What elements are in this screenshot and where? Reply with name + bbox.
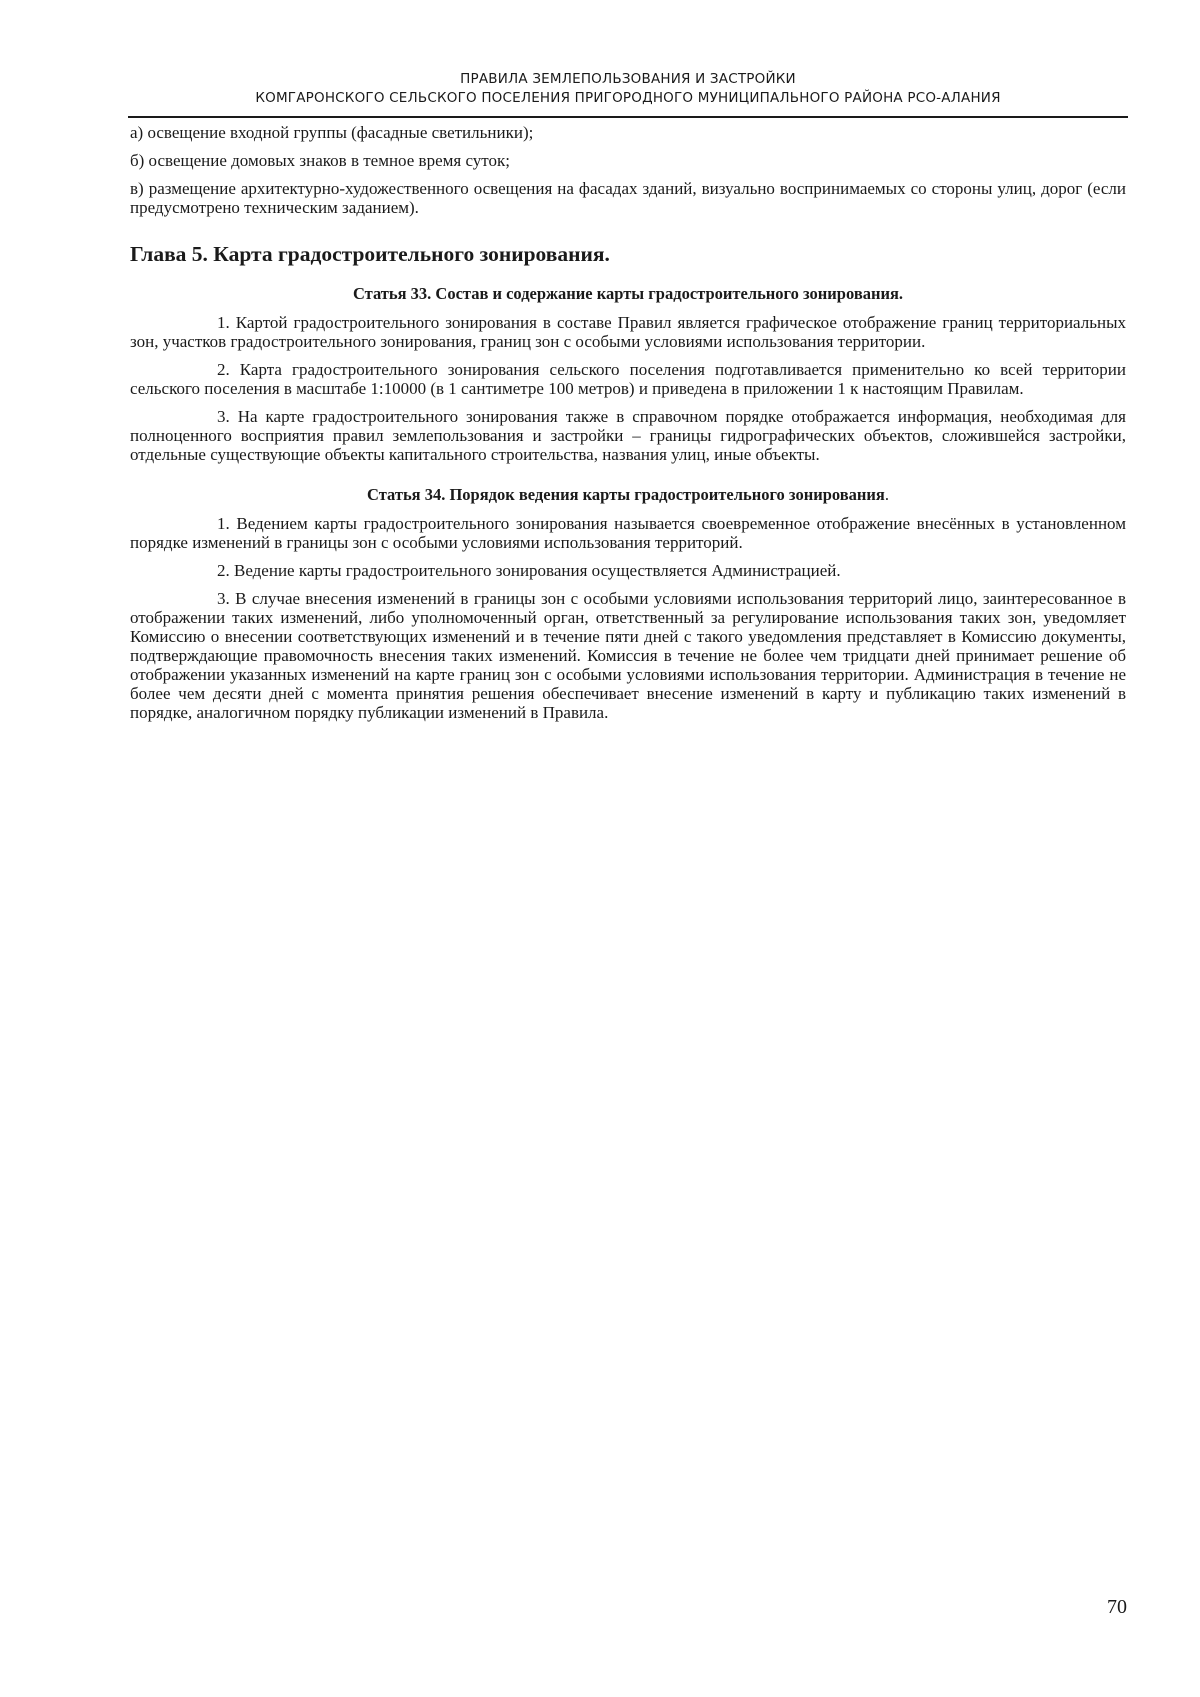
intro-item-b: б) освещение домовых знаков в темное время суток; — [130, 151, 510, 170]
article-34-title-period: . — [884, 485, 889, 504]
article-33-title: Статья 33. Состав и содержание карты градостроительного зонирования. — [352, 284, 904, 303]
header-line-1: ПРАВИЛА ЗЕМЛЕПОЛЬЗОВАНИЯ И ЗАСТРОЙКИ — [460, 71, 796, 87]
article-34-paragraph-3: 3. В случае внесения изменений в границы зон с особыми условиями использования территорий лицо, заинтересованное в отображении таких изменений, либо уполномоченный орган, ответственный за регулирование использования таких зон, уведомляет Комиссию о внесении соответствующих изменений и в течение пяти дней с такого уведомления представляет в Комиссию документы, подтверждающие правомочность внесения таких изменений. Комиссия в течение не более чем тридцати дней принимает решение об отображении указанных изменений на карте границ зон с особыми условиями использования территории. Администрация в течение не более чем десяти дней с момента принятия решения обеспечивает внесение изменений в карту и публикацию таких изменений в порядке, аналогичном порядку публикации изменений в Правила. — [130, 589, 1126, 722]
running-header — [130, 70, 1126, 108]
chapter-title: Глава 5. Карта градостроительного зонирования. — [130, 242, 610, 266]
intro-item-a: а) освещение входной группы (фасадные светильники); — [130, 123, 534, 142]
article-34-title: Статья 34. Порядок ведения карты градостроительного зонирования — [367, 485, 885, 504]
header-divider — [128, 116, 1128, 118]
article-34-paragraph-1: 1. Ведением карты градостроительного зонирования называется своевременное отображение внесённых в установленном порядке изменений в границы зон с особыми условиями использования территорий. — [130, 514, 1126, 552]
document-body — [130, 123, 1126, 731]
article-33-paragraph-3: 3. На карте градостроительного зонирования также в справочном порядке отображается информация, необходимая для полноценного восприятия правил землепользования и застройки – границы гидрографических объектов, сложившейся застройки, отдельные существующие объекты капитального строительства, названия улиц, иные объекты. — [130, 407, 1126, 464]
article-34-paragraph-2: 2. Ведение карты градостроительного зонирования осуществляется Администрацией. — [217, 561, 841, 580]
article-34-heading — [130, 485, 1126, 505]
article-33-paragraph-1: 1. Картой градостроительного зонирования в составе Правил является графическое отображение границ территориальных зон, участков градостроительного зонирования, границ зон с особыми условиями использования территории. — [130, 313, 1126, 351]
page-number: 70 — [1107, 1596, 1127, 1618]
article-33-paragraph-2: 2. Карта градостроительного зонирования сельского поселения подготавливается применительно ко всей территории сельского поселения в масштабе 1:10000 (в 1 сантиметре 100 метров) и приведена в приложении 1 к настоящим Правилам. — [130, 360, 1126, 398]
header-line-2: КОМГАРОНСКОГО СЕЛЬСКОГО ПОСЕЛЕНИЯ ПРИГОРОДНОГО МУНИЦИПАЛЬНОГО РАЙОНА РСО-АЛАНИЯ — [255, 90, 1001, 106]
intro-item-c: в) размещение архитектурно-художественного освещения на фасадах зданий, визуально воспринимаемых со стороны улиц, дорог (если предусмотрено техническим заданием). — [130, 179, 1126, 217]
